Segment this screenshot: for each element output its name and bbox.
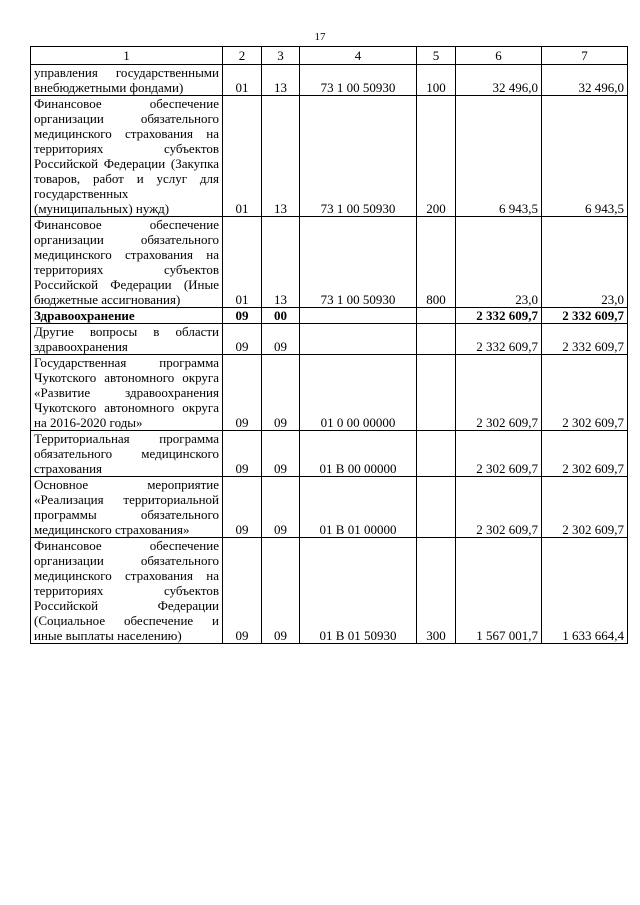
row-name-cell: Финансовое обеспечение организации обязательного медицинского страхования на территориях субъектов Российской Федерации (Иные бюджетные ассигнования) <box>31 217 223 308</box>
target-article-cell: 01 В 01 50930 <box>300 538 417 644</box>
row-name-cell: управления государственными внебюджетными фондами) <box>31 65 223 96</box>
amount-col7-cell: 32 496,0 <box>542 65 628 96</box>
row-name-cell: Другие вопросы в области здравоохранения <box>31 324 223 355</box>
amount-col6-cell: 2 302 609,7 <box>456 355 542 431</box>
amount-col7-cell: 23,0 <box>542 217 628 308</box>
header-cell: 5 <box>417 47 456 65</box>
expense-type-cell: 300 <box>417 538 456 644</box>
amount-col7-cell: 2 302 609,7 <box>542 477 628 538</box>
expense-type-cell <box>417 324 456 355</box>
section-code-cell: 01 <box>223 217 262 308</box>
header-cell: 7 <box>542 47 628 65</box>
header-cell: 2 <box>223 47 262 65</box>
header-cell: 4 <box>300 47 417 65</box>
target-article-cell <box>300 308 417 324</box>
table-row <box>31 538 628 644</box>
target-article-cell: 01 0 00 00000 <box>300 355 417 431</box>
amount-col6-cell: 6 943,5 <box>456 96 542 217</box>
table-row <box>31 477 628 538</box>
subsection-code-cell: 09 <box>262 431 300 477</box>
section-code-cell: 01 <box>223 96 262 217</box>
expense-type-cell <box>417 355 456 431</box>
subsection-code-cell: 09 <box>262 355 300 431</box>
amount-col6-cell: 2 302 609,7 <box>456 477 542 538</box>
amount-col7-cell: 2 302 609,7 <box>542 431 628 477</box>
table-row <box>31 308 628 324</box>
row-name-cell: Территориальная программа обязательного медицинского страхования <box>31 431 223 477</box>
amount-col7-cell: 6 943,5 <box>542 96 628 217</box>
target-article-cell: 73 1 00 50930 <box>300 217 417 308</box>
header-row <box>31 47 628 65</box>
table-row <box>31 217 628 308</box>
section-code-cell: 09 <box>223 538 262 644</box>
target-article-cell <box>300 324 417 355</box>
amount-col6-cell: 2 332 609,7 <box>456 324 542 355</box>
target-article-cell: 01 В 01 00000 <box>300 477 417 538</box>
amount-col7-cell: 2 302 609,7 <box>542 355 628 431</box>
expense-type-cell: 100 <box>417 65 456 96</box>
section-code-cell: 09 <box>223 431 262 477</box>
amount-col6-cell: 32 496,0 <box>456 65 542 96</box>
section-code-cell: 09 <box>223 324 262 355</box>
subsection-code-cell: 09 <box>262 538 300 644</box>
row-name-cell: Здравоохранение <box>31 308 223 324</box>
table-row <box>31 324 628 355</box>
section-code-cell: 09 <box>223 477 262 538</box>
row-name-cell: Государственная программа Чукотского автономного округа «Развитие здравоохранения Чукотского автономного округа на 2016-2020 годы» <box>31 355 223 431</box>
amount-col6-cell: 2 302 609,7 <box>456 431 542 477</box>
table-row <box>31 431 628 477</box>
amount-col7-cell: 2 332 609,7 <box>542 324 628 355</box>
table-row <box>31 96 628 217</box>
target-article-cell: 73 1 00 50930 <box>300 96 417 217</box>
expense-type-cell <box>417 308 456 324</box>
amount-col6-cell: 1 567 001,7 <box>456 538 542 644</box>
target-article-cell: 73 1 00 50930 <box>300 65 417 96</box>
budget-table <box>30 46 628 644</box>
section-code-cell: 09 <box>223 355 262 431</box>
subsection-code-cell: 13 <box>262 96 300 217</box>
table-row <box>31 355 628 431</box>
subsection-code-cell: 00 <box>262 308 300 324</box>
row-name-cell: Финансовое обеспечение организации обязательного медицинского страхования на территориях субъектов Российской Федерации (Социальное обеспечение и иные выплаты населению) <box>31 538 223 644</box>
subsection-code-cell: 09 <box>262 477 300 538</box>
expense-type-cell <box>417 431 456 477</box>
expense-type-cell <box>417 477 456 538</box>
amount-col7-cell: 1 633 664,4 <box>542 538 628 644</box>
row-name-cell: Основное мероприятие «Реализация территориальной программы обязательного медицинского страхования» <box>31 477 223 538</box>
header-cell: 6 <box>456 47 542 65</box>
amount-col6-cell: 23,0 <box>456 217 542 308</box>
section-code-cell: 01 <box>223 65 262 96</box>
amount-col7-cell: 2 332 609,7 <box>542 308 628 324</box>
header-cell: 1 <box>31 47 223 65</box>
table-row <box>31 65 628 96</box>
subsection-code-cell: 13 <box>262 65 300 96</box>
header-cell: 3 <box>262 47 300 65</box>
subsection-code-cell: 09 <box>262 324 300 355</box>
expense-type-cell: 800 <box>417 217 456 308</box>
section-code-cell: 09 <box>223 308 262 324</box>
subsection-code-cell: 13 <box>262 217 300 308</box>
page-number: 17 <box>314 31 326 43</box>
amount-col6-cell: 2 332 609,7 <box>456 308 542 324</box>
expense-type-cell: 200 <box>417 96 456 217</box>
row-name-cell: Финансовое обеспечение организации обязательного медицинского страхования на территориях субъектов Российской Федерации (Закупка товаров, работ и услуг для государственных (муниципальных) нужд) <box>31 96 223 217</box>
target-article-cell: 01 В 00 00000 <box>300 431 417 477</box>
